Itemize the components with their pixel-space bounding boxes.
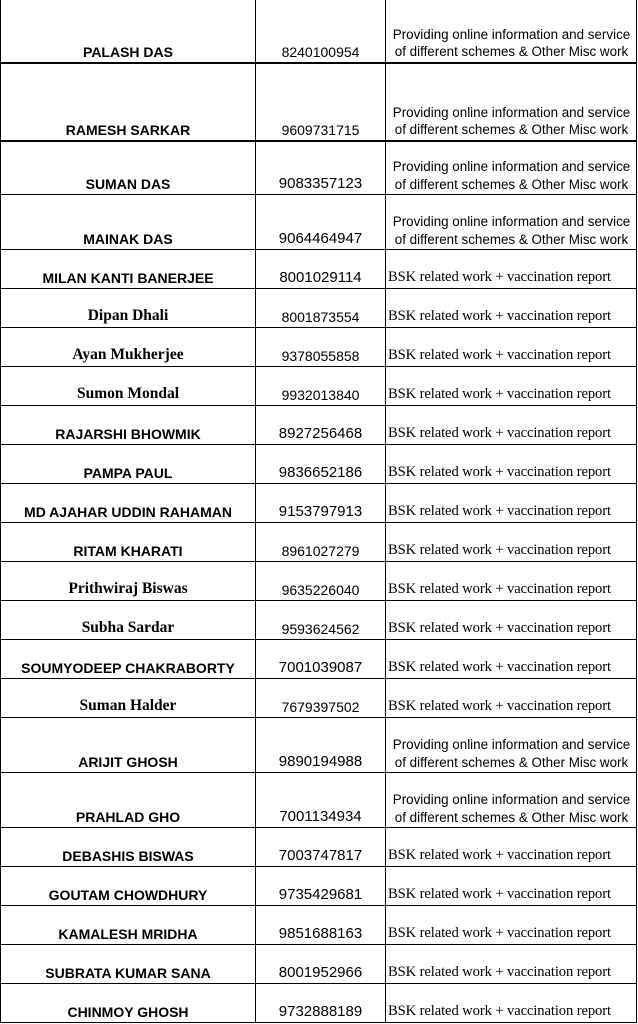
- table-row: [1, 63, 637, 141]
- phone-number-cell: 9609731715: [256, 63, 386, 141]
- work-description-cell: BSK related work + vaccination report: [386, 328, 637, 367]
- work-description-cell: Providing online information and service of different schemes & Other Misc work: [386, 718, 637, 773]
- staff-name-cell: Sumon Mondal: [1, 367, 256, 406]
- table-row: [1, 640, 637, 679]
- table-row: [1, 328, 637, 367]
- work-description-cell: BSK related work + vaccination report: [386, 906, 637, 945]
- table-row: [1, 289, 637, 328]
- phone-number-cell: 9932013840: [256, 367, 386, 406]
- staff-table-body: [1, 0, 637, 1023]
- staff-name-cell: Dipan Dhali: [1, 289, 256, 328]
- phone-number-cell: 8001952966: [256, 945, 386, 984]
- staff-name-cell: KAMALESH MRIDHA: [1, 906, 256, 945]
- staff-name-cell: Prithwiraj Biswas: [1, 562, 256, 601]
- table-row: [1, 562, 637, 601]
- staff-name-cell: PRAHLAD GHO: [1, 773, 256, 828]
- work-description-cell: BSK related work + vaccination report: [386, 445, 637, 484]
- work-description-cell: Providing online information and service of different schemes & Other Misc work: [386, 63, 637, 141]
- work-description-cell: BSK related work + vaccination report: [386, 679, 637, 718]
- phone-number-cell: 9378055858: [256, 328, 386, 367]
- staff-name-cell: SOUMYODEEP CHAKRABORTY: [1, 640, 256, 679]
- phone-number-cell: 8001029114: [256, 250, 386, 289]
- staff-name-cell: RAMESH SARKAR: [1, 63, 256, 141]
- table-row: [1, 984, 637, 1023]
- table-row: [1, 141, 637, 195]
- table-row: [1, 523, 637, 562]
- phone-number-cell: 7001039087: [256, 640, 386, 679]
- phone-number-cell: 9890194988: [256, 718, 386, 773]
- staff-name-cell: SUMAN DAS: [1, 141, 256, 195]
- table-row: [1, 367, 637, 406]
- table-row: [1, 0, 637, 63]
- phone-number-cell: 9064464947: [256, 195, 386, 250]
- staff-name-cell: CHINMOY GHOSH: [1, 984, 256, 1023]
- staff-name-cell: Subha Sardar: [1, 601, 256, 640]
- table-row: [1, 250, 637, 289]
- work-description-cell: BSK related work + vaccination report: [386, 945, 637, 984]
- work-description-cell: BSK related work + vaccination report: [386, 289, 637, 328]
- table-row: [1, 773, 637, 828]
- staff-name-cell: PALASH DAS: [1, 0, 256, 63]
- phone-number-cell: 8001873554: [256, 289, 386, 328]
- staff-name-cell: MILAN KANTI BANERJEE: [1, 250, 256, 289]
- phone-number-cell: 9836652186: [256, 445, 386, 484]
- phone-number-cell: 8961027279: [256, 523, 386, 562]
- work-description-cell: BSK related work + vaccination report: [386, 406, 637, 445]
- staff-name-cell: Suman Halder: [1, 679, 256, 718]
- phone-number-cell: 9732888189: [256, 984, 386, 1023]
- staff-name-cell: Ayan Mukherjee: [1, 328, 256, 367]
- work-description-cell: Providing online information and service of different schemes & Other Misc work: [386, 195, 637, 250]
- table-row: [1, 945, 637, 984]
- table-row: [1, 445, 637, 484]
- table-row: [1, 406, 637, 445]
- staff-name-cell: RAJARSHI BHOWMIK: [1, 406, 256, 445]
- work-description-cell: BSK related work + vaccination report: [386, 867, 637, 906]
- staff-name-cell: DEBASHIS BISWAS: [1, 828, 256, 867]
- work-description-cell: BSK related work + vaccination report: [386, 484, 637, 523]
- staff-name-cell: PAMPA PAUL: [1, 445, 256, 484]
- phone-number-cell: 9153797913: [256, 484, 386, 523]
- phone-number-cell: 7003747817: [256, 828, 386, 867]
- work-description-cell: Providing online information and service of different schemes & Other Misc work: [386, 0, 637, 63]
- work-description-cell: BSK related work + vaccination report: [386, 984, 637, 1023]
- phone-number-cell: 8927256468: [256, 406, 386, 445]
- phone-number-cell: 9593624562: [256, 601, 386, 640]
- table-row: [1, 484, 637, 523]
- work-description-cell: BSK related work + vaccination report: [386, 523, 637, 562]
- staff-name-cell: GOUTAM CHOWDHURY: [1, 867, 256, 906]
- phone-number-cell: 7001134934: [256, 773, 386, 828]
- table-row: [1, 867, 637, 906]
- phone-number-cell: 7679397502: [256, 679, 386, 718]
- phone-number-cell: 8240100954: [256, 0, 386, 63]
- table-row: [1, 718, 637, 773]
- work-description-cell: BSK related work + vaccination report: [386, 640, 637, 679]
- work-description-cell: BSK related work + vaccination report: [386, 562, 637, 601]
- staff-name-cell: MAINAK DAS: [1, 195, 256, 250]
- phone-number-cell: 9635226040: [256, 562, 386, 601]
- staff-name-cell: RITAM KHARATI: [1, 523, 256, 562]
- table-row: [1, 828, 637, 867]
- work-description-cell: Providing online information and service of different schemes & Other Misc work: [386, 141, 637, 195]
- work-description-cell: BSK related work + vaccination report: [386, 828, 637, 867]
- staff-name-cell: ARIJIT GHOSH: [1, 718, 256, 773]
- phone-number-cell: 9851688163: [256, 906, 386, 945]
- table-row: [1, 195, 637, 250]
- work-description-cell: BSK related work + vaccination report: [386, 250, 637, 289]
- staff-name-cell: MD AJAHAR UDDIN RAHAMAN: [1, 484, 256, 523]
- table-row: [1, 601, 637, 640]
- table-row: [1, 679, 637, 718]
- staff-name-cell: SUBRATA KUMAR SANA: [1, 945, 256, 984]
- table-row: [1, 906, 637, 945]
- phone-number-cell: 9735429681: [256, 867, 386, 906]
- work-description-cell: Providing online information and service of different schemes & Other Misc work: [386, 773, 637, 828]
- work-description-cell: BSK related work + vaccination report: [386, 601, 637, 640]
- phone-number-cell: 9083357123: [256, 141, 386, 195]
- work-description-cell: BSK related work + vaccination report: [386, 367, 637, 406]
